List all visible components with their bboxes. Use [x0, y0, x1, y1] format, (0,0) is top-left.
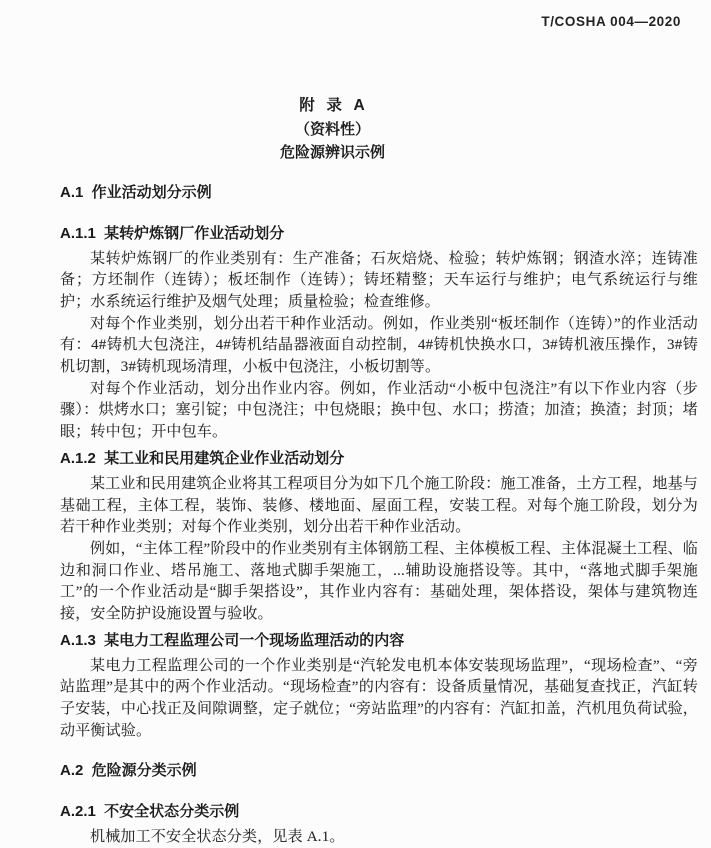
paragraph-a1-2-1: 某工业和民用建筑企业将其工程项目分为如下几个施工阶段：施工准备，土方工程，地基与基础工程，主体工程，装饰、装修、楼地面、屋面工程，安装工程。对每个施工阶段，划分为若干种作业类别；对每个作业类别，划分出若干种作业活动。: [60, 475, 699, 536]
paragraph-a1-1-1: 某转炉炼钢厂的作业类别有：生产准备；石灰焙烧、检验；转炉炼钢；钢渣水淬；连铸准备；方坯制作（连铸）；板坯制作（连铸）；铸坯精整；天车运行与维护；电气系统运行与维护；水系统运行维护及烟气处理；质量检验；检查维修。: [60, 250, 698, 310]
appendix-type: （资料性）: [294, 120, 370, 138]
appendix-subject: 危险源辨识示例: [279, 144, 385, 161]
paragraph-a1-1-3: 对每个作业活动，划分出作业内容。例如，作业活动“小板中包浇注”有以下作业内容（步骤）：烘烤水口；塞引锭；中包浇注；中包烧眼；换中包、水口；捞渣；加渣；换渣；封顶；堵眼；转中包；开中包车。: [60, 380, 698, 441]
subsection-heading-a1-3: A.1.3 某电力工程监理公司一个现场监理活动的内容: [60, 631, 405, 649]
subsection-heading-a1-2: A.1.2 某工业和民用建筑企业作业活动划分: [60, 449, 345, 467]
paragraph-a1-2-2: 例如，“主体工程”阶段中的作业类别有主体钢筋工程、主体模板工程、主体混凝土工程、临边和洞口作业、塔吊施工、落地式脚手架施工，...辅助设施搭设等。其中，“落地式脚手架施工”的一个作业活动是“脚手架搭设”，其作业内容有：基础处理，架体搭设，架体与建筑物连接，安全防护设施设置与验收。: [60, 540, 698, 623]
section-heading-a2: A.2 危险源分类示例: [60, 761, 197, 779]
appendix-title-block: [60, 94, 605, 165]
paragraph-a2-1-1: 机械加工不安全状态分类，见表 A.1。: [90, 828, 345, 845]
paragraph-a1-1-2: 对每个作业类别，划分出若干种作业活动。例如，作业类别“板坯制作（连铸）”的作业活动有：4#铸机大包浇注，4#铸机结晶器液面自动控制，4#铸机快换水口，3#铸机液压操作，3#铸机切割，3#铸机现场清理，小板中包浇注，小板切割等。: [60, 315, 698, 376]
appendix-label: 附 录 A: [299, 97, 366, 114]
subsection-heading-a2-1: A.2.1 不安全状态分类示例: [60, 802, 240, 820]
section-heading-a1: A.1 作业活动划分示例: [60, 183, 212, 201]
paragraph-a1-3-1: 某电力工程监理公司的一个作业类别是“汽轮发电机本体安装现场监理”，“现场检查”、“旁站监理”是其中的两个作业活动。“现场检查”的内容有：设备质量情况，基础复查找正，汽缸转子安装，中心找正及间隙调整，定子就位；“旁站监理”的内容有：汽缸扣盖，汽机甩负荷试验，动平衡试验。: [60, 657, 698, 739]
doc-number: T/COSHA 004—2020: [541, 14, 681, 29]
subsection-heading-a1-1: A.1.1 某转炉炼钢厂作业活动划分: [60, 224, 285, 242]
